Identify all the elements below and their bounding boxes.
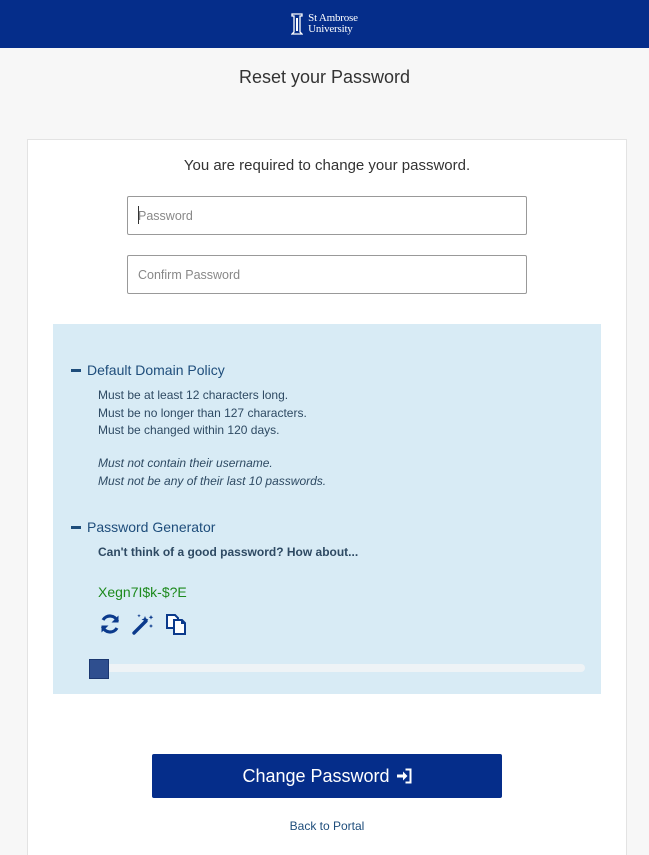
slider-track bbox=[89, 664, 585, 672]
back-to-portal-link[interactable]: Back to Portal bbox=[289, 819, 365, 833]
slider-handle[interactable] bbox=[89, 659, 109, 679]
regenerate-button[interactable] bbox=[97, 611, 123, 637]
policy-restriction: Must not contain their username. bbox=[98, 456, 273, 470]
use-password-button[interactable] bbox=[130, 611, 156, 637]
page-title: Reset your Password bbox=[238, 67, 411, 87]
logo-name-line2: University bbox=[308, 23, 353, 35]
generator-section-toggle[interactable] bbox=[71, 519, 215, 535]
text-cursor bbox=[138, 206, 139, 224]
copy-icon bbox=[164, 612, 188, 636]
logo-text bbox=[308, 13, 358, 35]
password-field[interactable] bbox=[127, 196, 527, 235]
change-password-label: Change Password bbox=[242, 765, 390, 786]
password-policy-panel bbox=[53, 324, 601, 694]
policy-rule: Must be no longer than 127 characters. bbox=[98, 405, 307, 420]
university-logo[interactable] bbox=[291, 12, 358, 36]
change-password-button[interactable] bbox=[152, 754, 502, 798]
sign-in-icon bbox=[396, 768, 412, 784]
refresh-icon bbox=[98, 612, 122, 636]
collapse-icon bbox=[71, 369, 81, 372]
policy-rules-list bbox=[98, 387, 307, 440]
policy-restrictions-list bbox=[98, 455, 326, 490]
confirm-password-field[interactable] bbox=[127, 255, 527, 294]
university-crest-icon bbox=[291, 12, 303, 36]
top-bar bbox=[0, 0, 649, 48]
generator-prompt: Can't think of a good password? How about... bbox=[98, 545, 359, 559]
magic-wand-icon bbox=[131, 612, 155, 636]
policy-section-title: Default Domain Policy bbox=[87, 362, 225, 378]
policy-rule: Must be changed within 120 days. bbox=[98, 423, 280, 437]
generator-tools bbox=[97, 611, 189, 637]
policy-rule: Must be at least 12 characters long. bbox=[98, 388, 289, 402]
change-required-notice: You are required to change your password. bbox=[183, 157, 471, 174]
policy-section-toggle[interactable] bbox=[71, 362, 225, 378]
generated-password: Xegn7I$k-$?E bbox=[98, 584, 187, 600]
policy-restriction: Must not be any of their last 10 passwords. bbox=[98, 473, 327, 488]
reset-password-card bbox=[27, 139, 627, 855]
generator-section-title: Password Generator bbox=[87, 519, 216, 535]
collapse-icon bbox=[71, 526, 81, 529]
copy-password-button[interactable] bbox=[163, 611, 189, 637]
password-length-slider[interactable] bbox=[89, 659, 585, 679]
logo-name-line1: St Ambrose bbox=[308, 12, 358, 24]
